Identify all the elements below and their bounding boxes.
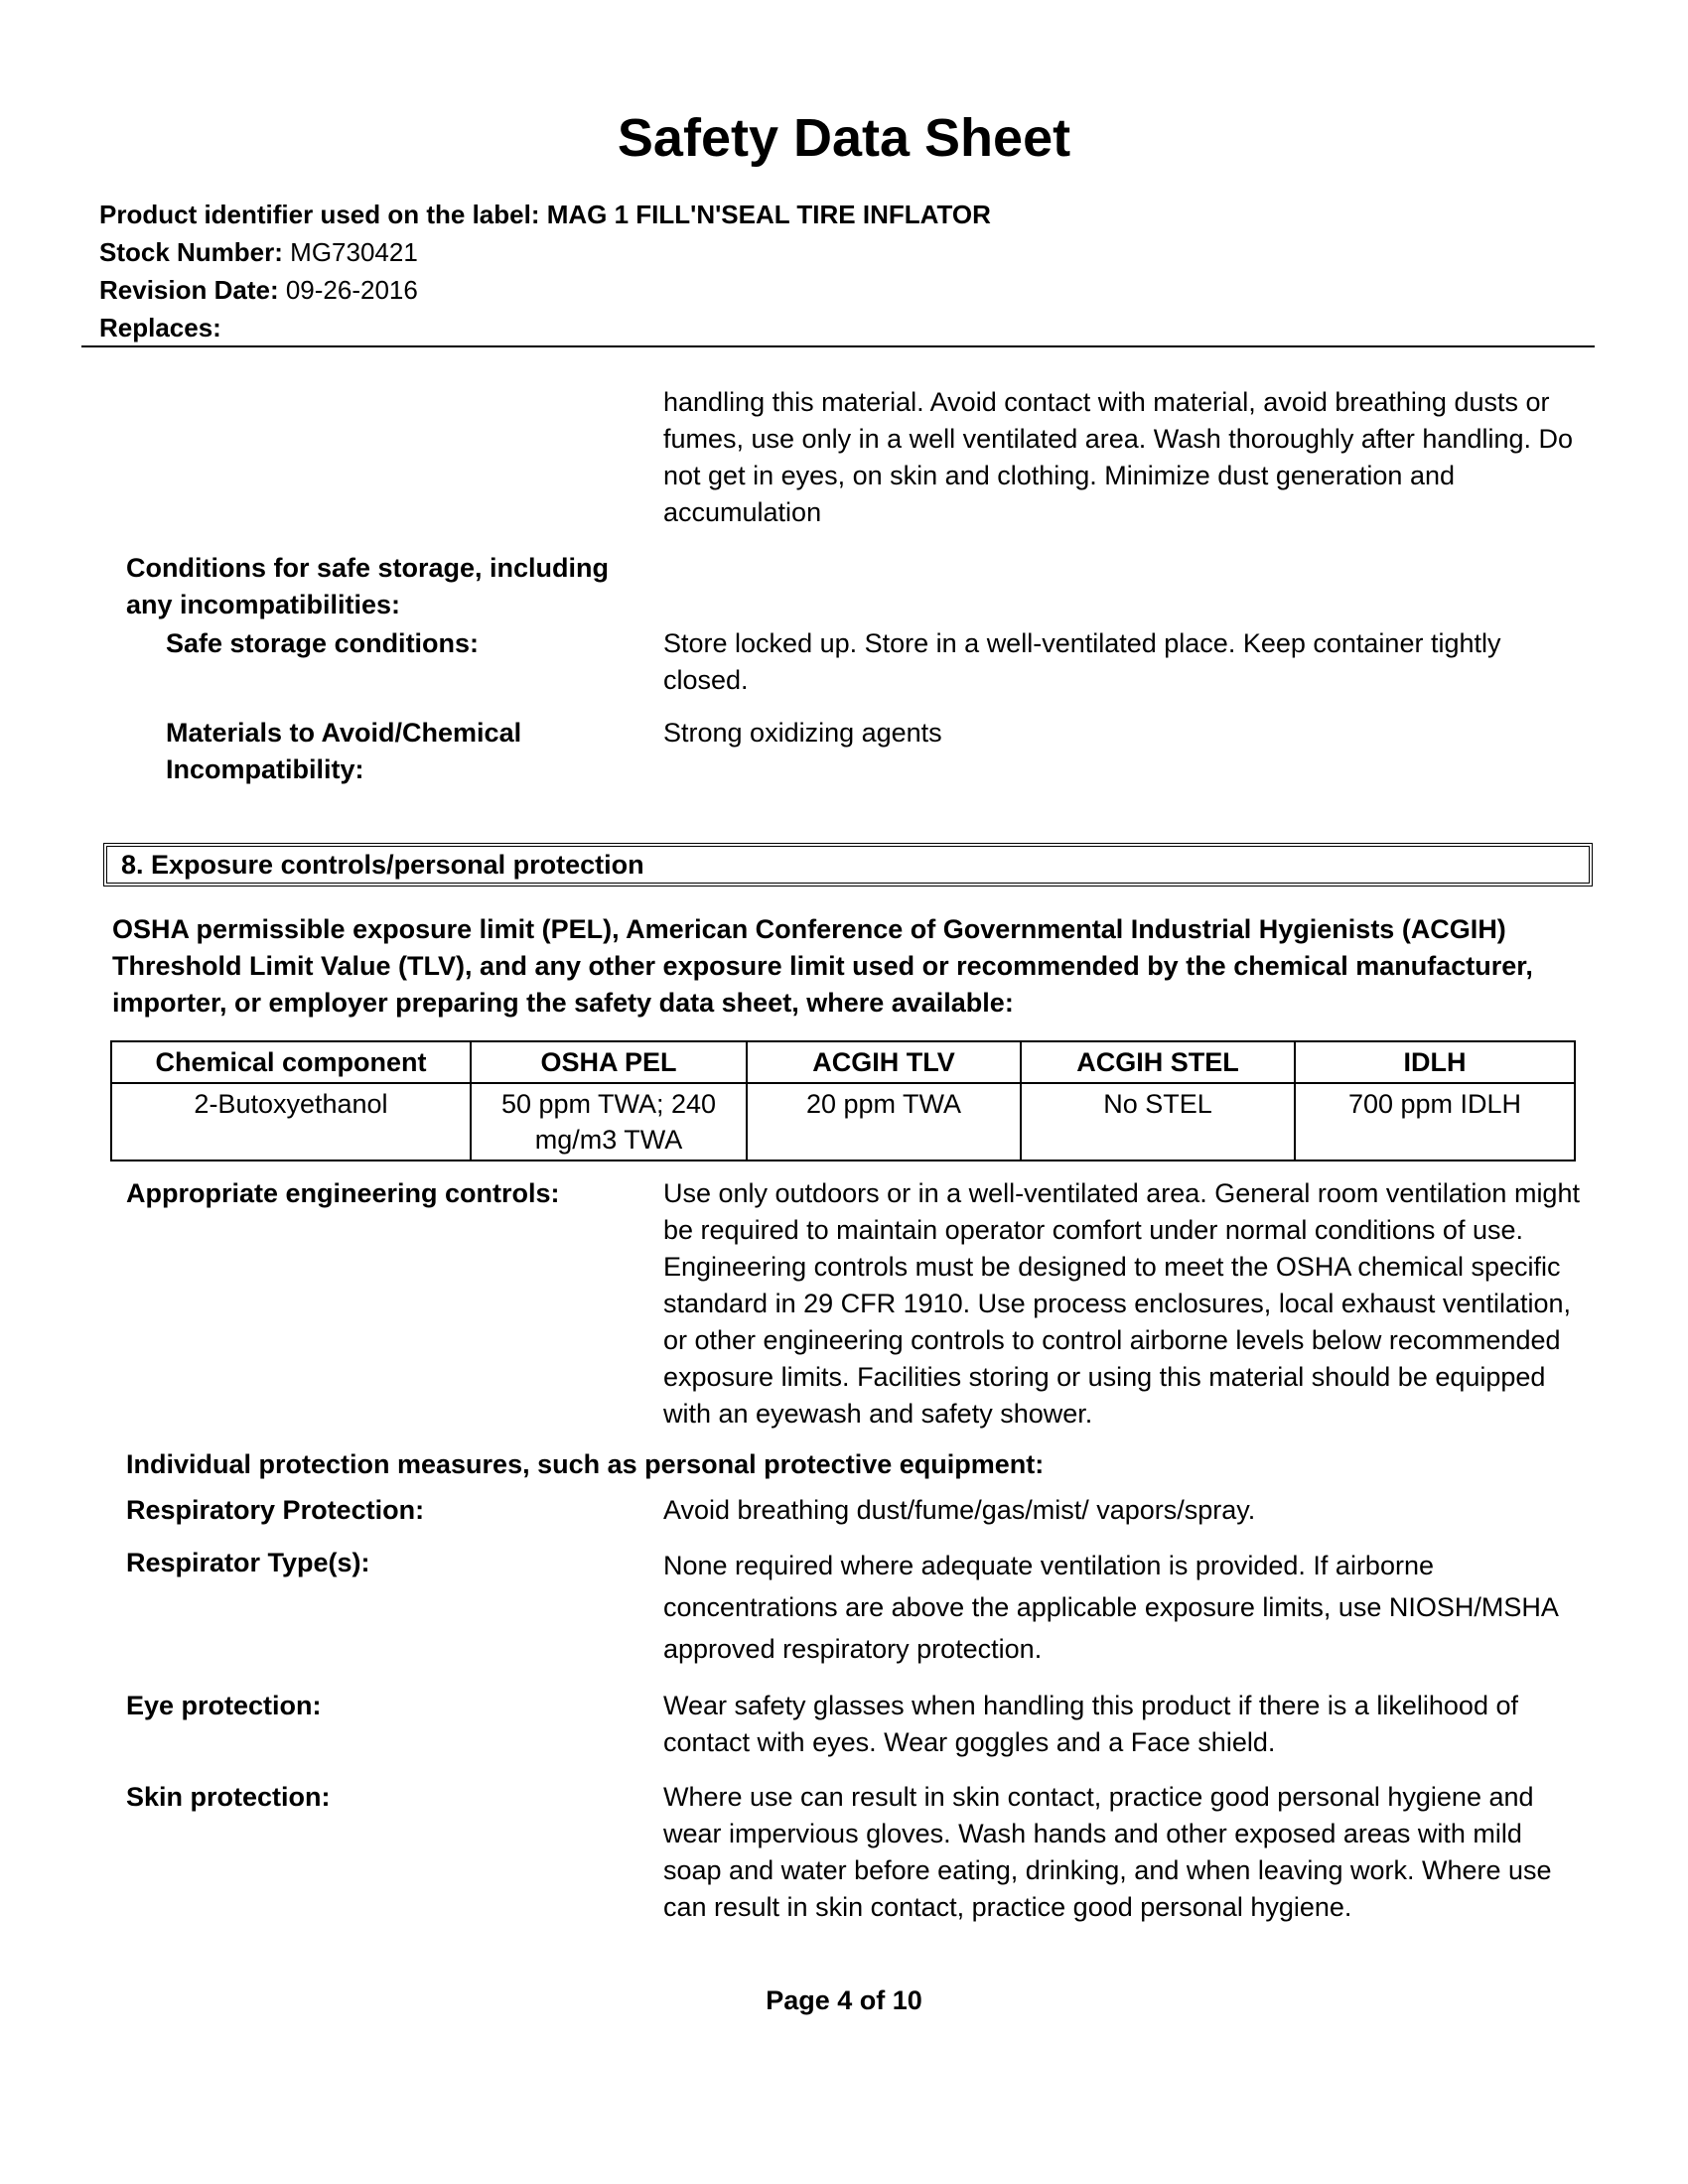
- page-number: Page 4 of 10: [766, 1985, 922, 2015]
- eye-protection-label: Eye protection:: [126, 1691, 322, 1720]
- table-cell: 50 ppm TWA; 240 mg/m3 TWA: [471, 1083, 747, 1160]
- table-cell: No STEL: [1021, 1083, 1295, 1160]
- column-header: IDLH: [1295, 1041, 1575, 1083]
- section-8-header: [103, 843, 1593, 887]
- table-cell: 700 ppm IDLH: [1295, 1083, 1575, 1160]
- stock-number: [99, 233, 418, 271]
- header-divider: [81, 345, 1595, 347]
- respirator-type-value: None required where adequate ventilation is provided. If airborne concentrations are above the applicable exposure limits, use NIOSH/MSHA approved respiratory protection.: [663, 1551, 1558, 1664]
- section-8-title: 8. Exposure controls/personal protection: [121, 850, 644, 880]
- engineering-controls-value: Use only outdoors or in a well-ventilated area. General room ventilation might be required to maintain operator comfort under normal conditions of use. Engineering controls must be designed to meet the OSHA chemical specific standard in 29 CFR 1910. Use process enclosures, local exhaust ventilation, or other engineering controls to control airborne levels below recommended exposure limits. Facilities storing or using this material should be equipped with an eyewash and safety shower.: [663, 1178, 1580, 1429]
- replaces: [99, 309, 221, 346]
- column-header: ACGIH STEL: [1021, 1041, 1295, 1083]
- product-identifier-value: MAG 1 FILL'N'SEAL TIRE INFLATOR: [546, 200, 991, 229]
- revision-date-value: 09-26-2016: [285, 275, 418, 305]
- stock-number-label: Stock Number:: [99, 237, 283, 267]
- skin-protection-label: Skin protection:: [126, 1782, 331, 1812]
- storage-heading: Conditions for safe storage, including any incompatibilities:: [126, 553, 610, 619]
- respiratory-protection-label: Respiratory Protection:: [126, 1495, 425, 1525]
- column-header: ACGIH TLV: [747, 1041, 1021, 1083]
- revision-date: [99, 271, 418, 309]
- materials-avoid-label: Materials to Avoid/Chemical Incompatibility:: [166, 718, 522, 784]
- materials-avoid-value: Strong oxidizing agents: [663, 718, 942, 748]
- handling-text: handling this material. Avoid contact with material, avoid breathing dusts or fumes, use only in a well ventilated area. Wash thoroughly after handling. Do not get in eyes, on skin and clothing. Minimize dust generation and accumulation: [663, 387, 1574, 527]
- eye-protection-value: Wear safety glasses when handling this product if there is a likelihood of contact with eyes. Wear goggles and a Face shield.: [663, 1691, 1518, 1757]
- revision-date-label: Revision Date:: [99, 275, 279, 305]
- replaces-label: Replaces:: [99, 313, 221, 342]
- safe-storage-label: Safe storage conditions:: [166, 628, 480, 658]
- respiratory-protection-value: Avoid breathing dust/fume/gas/mist/ vapors/spray.: [663, 1495, 1256, 1525]
- exposure-limits-table: [110, 1040, 1576, 1161]
- table-row: [111, 1083, 1575, 1160]
- exposure-intro: OSHA permissible exposure limit (PEL), American Conference of Governmental Industrial Hygienists (ACGIH) Threshold Limit Value (TLV), and any other exposure limit used or recommended by the chemical manufacturer, importer, or employer preparing the safety data sheet, where available:: [112, 914, 1533, 1018]
- table-cell: 20 ppm TWA: [747, 1083, 1021, 1160]
- column-header: OSHA PEL: [471, 1041, 747, 1083]
- stock-number-value: MG730421: [290, 237, 418, 267]
- respirator-type-label: Respirator Type(s):: [126, 1548, 370, 1577]
- safe-storage-value: Store locked up. Store in a well-ventilated place. Keep container tightly closed.: [663, 628, 1501, 695]
- table-header-row: [111, 1041, 1575, 1083]
- product-identifier: [99, 196, 991, 233]
- column-header: Chemical component: [111, 1041, 471, 1083]
- engineering-controls-label: Appropriate engineering controls:: [126, 1178, 560, 1208]
- document-title: Safety Data Sheet: [617, 108, 1071, 168]
- table-cell: 2-Butoxyethanol: [111, 1083, 471, 1160]
- skin-protection-value: Where use can result in skin contact, practice good personal hygiene and wear impervious gloves. Wash hands and other exposed areas with mild soap and water before eating, drinking, and when leaving work. Where use can result in skin contact, practice good personal hygiene.: [663, 1782, 1552, 1922]
- product-identifier-label: Product identifier used on the label:: [99, 200, 540, 229]
- ppe-heading: Individual protection measures, such as personal protective equipment:: [126, 1449, 1045, 1479]
